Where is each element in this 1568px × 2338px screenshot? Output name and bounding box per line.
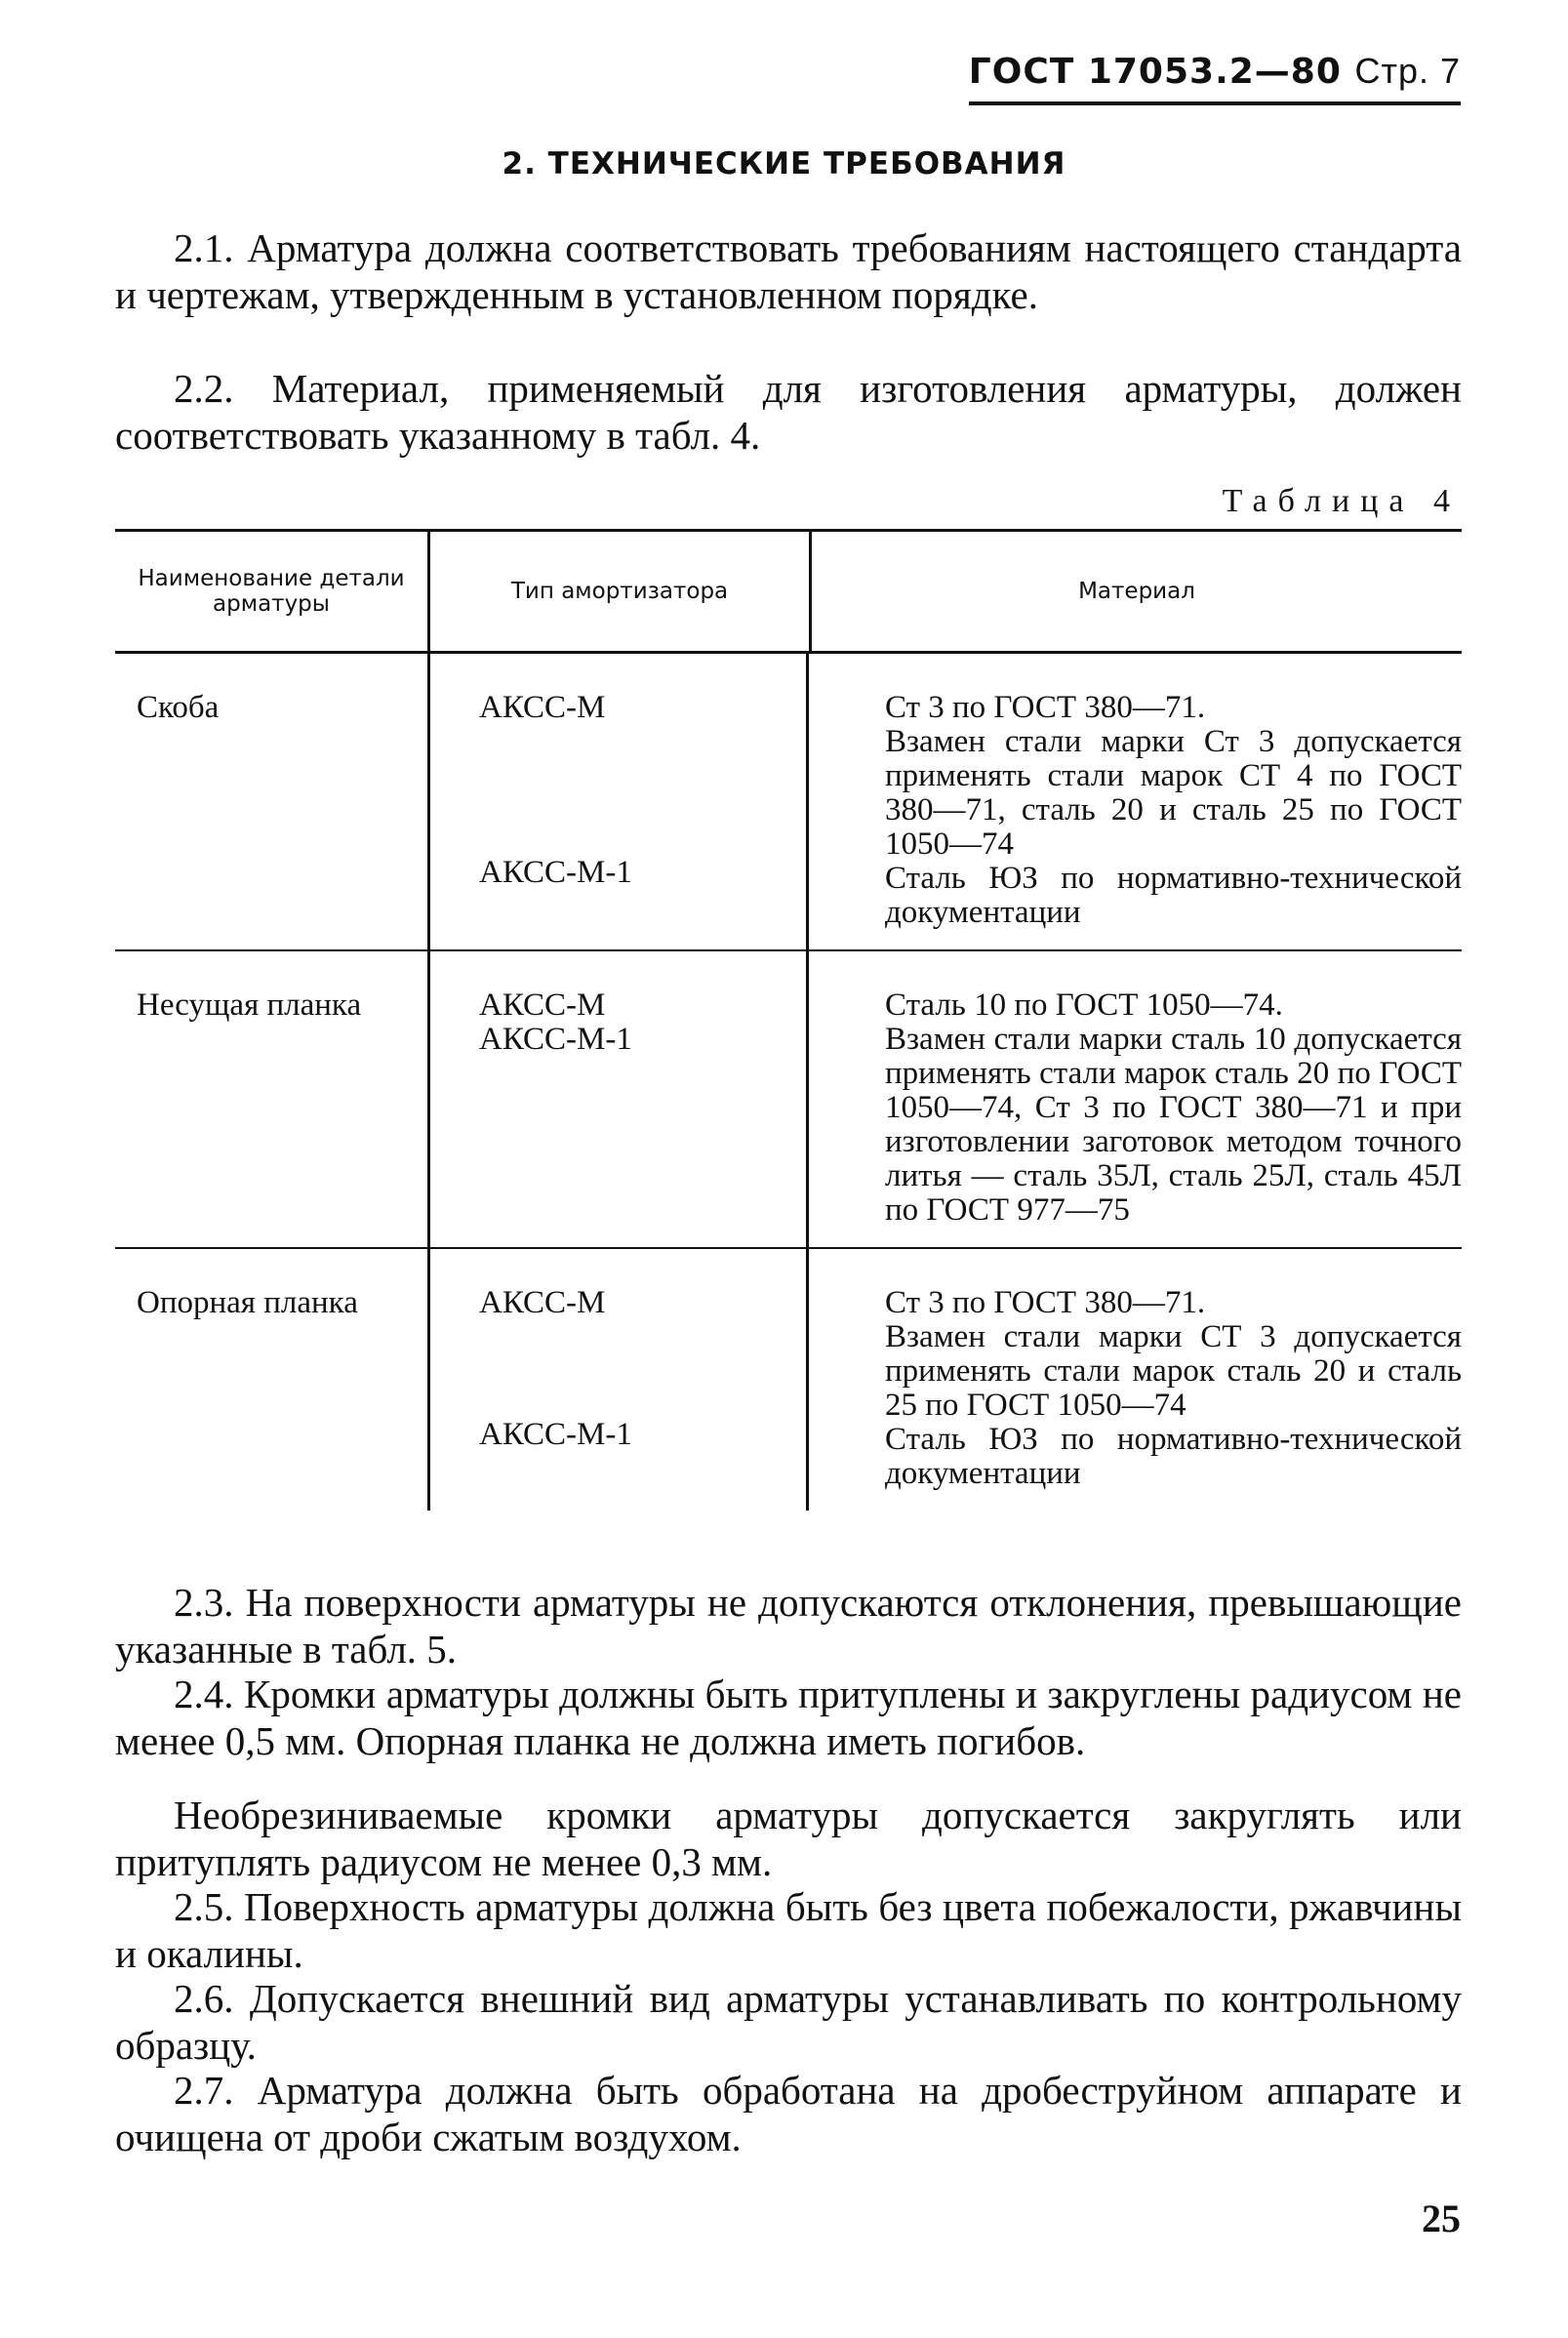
section-title: 2. ТЕХНИЧЕСКИЕ ТРЕБОВАНИЯ [502,146,1066,181]
paragraph-2-5: 2.5. Поверхность арматуры должна быть без цвета побежалости, ржавчины и окалины. [115,1884,1462,1976]
table-caption: Таблица 4 [1222,483,1461,519]
shock-type: АКСС-М [479,1285,606,1320]
doc-code: ГОСТ 17053.2—80 [968,52,1342,92]
material-text: Ст 3 по ГОСТ 380—71. Взамен стали марки СТ 3 допускается применять стали марок сталь 20 и сталь 25 по ГОСТ 1050—74 Сталь ЮЗ по нормативно-технической документации [806,1249,1462,1511]
shock-types [427,951,806,1247]
page-label: Стр. 7 [1354,51,1461,91]
shock-type: АКСС-М-1 [479,855,632,890]
part-name: Опорная планка [137,1285,358,1320]
shock-type: АКСС-М-1 [479,1022,632,1057]
table-row [115,654,1462,951]
part-name: Несущая планка [137,988,362,1023]
paragraph-edges: Необрезиниваемые кромки арматуры допускается закруглять или притуплять радиусом не менее 0,3 мм. [115,1793,1462,1884]
paragraph-2-4: 2.4. Кромки арматуры должны быть притуплены и закруглены радиусом не менее 0,5 мм. Опорная планка не должна иметь погибов. [115,1672,1462,1763]
part-name: Скоба [137,690,220,725]
material-text: Сталь 10 по ГОСТ 1050—74. Взамен стали марки сталь 10 допускается применять стали марок сталь 20 по ГОСТ 1050—74, Ст 3 по ГОСТ 380—71 и при изготовлении заготовок методом точного литья — сталь 35Л, сталь 25Л, сталь 45Л по ГОСТ 977—75 [806,951,1462,1247]
paragraph-2-1: 2.1. Арматура должна соответствовать требованиям настоящего стандарта и чертежам, утвержденным в установленном порядке. [115,225,1462,317]
paragraph-2-2: 2.2. Материал, применяемый для изготовления арматуры, должен соответствовать указанному в табл. 4. [115,366,1462,458]
table-row [115,1249,1462,1511]
shock-types [427,654,806,949]
table-row [115,951,1462,1249]
paragraph-2-3: 2.3. На поверхности арматуры не допускаются отклонения, превышающие указанные в табл. 5. [115,1580,1462,1672]
shock-type: АКСС-М [479,690,606,725]
shock-types [427,1249,806,1511]
paragraph-2-7: 2.7. Арматура должна быть обработана на дробеструйном аппарате и очищена от дроби сжатым воздухом. [115,2068,1462,2159]
materials-table [115,529,1462,1511]
page-number: 25 [1422,2197,1461,2240]
shock-type: АКСС-М [479,988,606,1023]
page-header [969,51,1461,105]
header-shock-type: Тип амортизатора [427,532,809,651]
material-text: Ст 3 по ГОСТ 380—71. Взамен стали марки Ст 3 допускается применять стали марок СТ 4 по ГОСТ 380—71, сталь 20 и сталь 25 по ГОСТ 1050—74 Сталь ЮЗ по нормативно-технической документации [806,654,1462,949]
table-header-row [115,532,1462,654]
header-material: Материал [809,532,1462,651]
shock-type: АКСС-М-1 [479,1417,632,1452]
paragraph-2-6: 2.6. Допускается внешний вид арматуры устанавливать по контрольному образцу. [115,1976,1462,2068]
header-part-name: Наименование детали арматуры [138,566,405,617]
